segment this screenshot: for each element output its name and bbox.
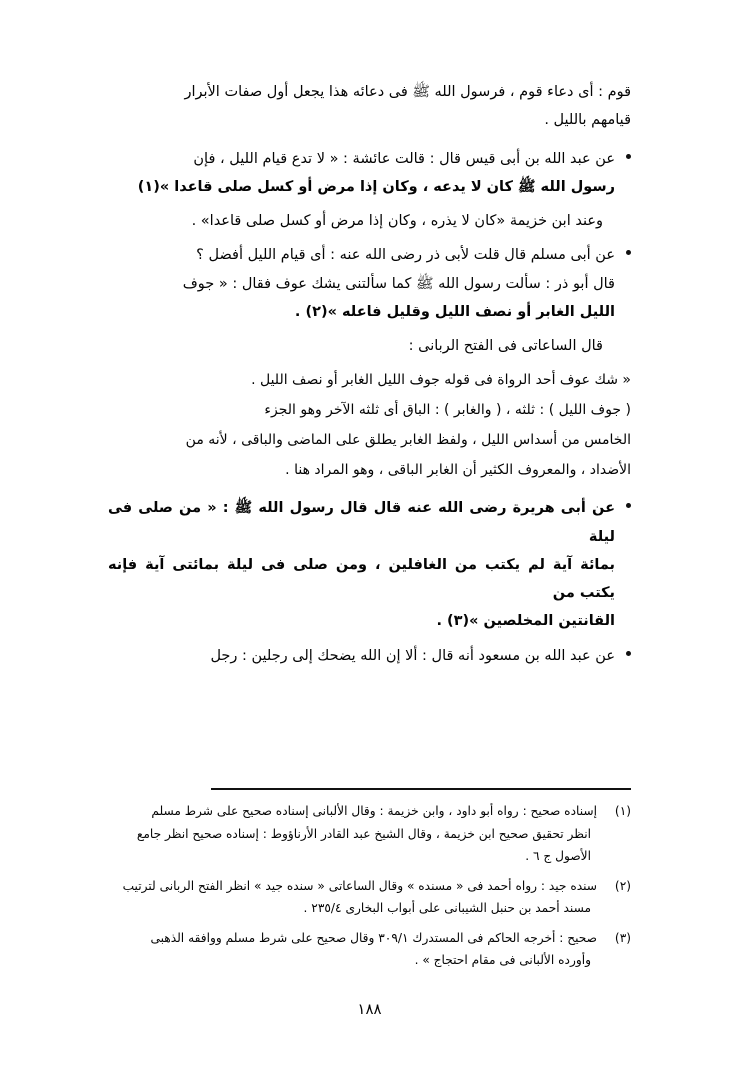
footnote-1 [108,800,631,868]
paragraph-6-line-3-text: القانتين المخلصين »(٣) . [436,613,615,630]
footnote-2-text [108,875,597,920]
paragraph-4-line-3 [108,298,615,326]
bullet-icon [626,154,631,159]
footnote-2-number: (٢) [614,878,631,893]
paragraph-4-line-3-text: الليل الغابر أو نصف الليل وقليل فاعله »(٢) . [294,303,615,320]
footnote-2 [108,875,631,920]
paragraph-2 [108,145,631,202]
paragraph-5-line-1-text: قال الساعاتى فى الفتح الربانى : [408,338,603,355]
paragraph-4-line-1-text: عن أبى مسلم قال قلت لأبى ذر رضى الله عنه : أى قيام الليل أفضل ؟ [196,247,615,264]
paragraph-5-line-1 [108,332,603,360]
footnote-1-line-3: الأصول ج ٦ . [525,849,591,864]
paragraph-2-line-2-text: رسول الله ﷺ كان لا يدعه ، وكان إذا مرض أو كسل صلى قاعدا »(١) [137,178,615,195]
footnote-3 [108,927,631,972]
paragraph-1 [108,78,631,135]
quote-line-4-text: الأضداد ، والمعروف الكثير أن الغابر الباقى ، وهو المراد هنا . [285,462,631,479]
footnote-1-text [108,800,597,868]
footnote-separator-rule [211,788,631,790]
paragraph-2-line-1-text: عن عبد الله بن أبى قيس قال : قالت عائشة : « لا تدع قيام الليل ، فإن [193,150,615,167]
page-number: ١٨٨ [357,1000,382,1018]
footnote-2-line-1: سنده جيد : رواه أحمد فى « مسنده » وقال الساعاتى « سنده جيد » انظر الفتح الربانى لترتيب [122,878,597,893]
paragraph-2-line-1 [108,145,615,173]
quote-line-4 [108,456,631,484]
paragraph-6-line-1 [108,494,615,551]
quote-block-saati [108,366,631,484]
paragraph-3 [108,207,631,235]
footnotes-section [108,788,631,979]
paragraph-4-line-2 [108,270,615,298]
paragraph-7 [108,642,631,670]
quote-line-3-text: الخامس من أسداس الليل ، ولفظ الغابر يطلق على الماضى والباقى ، لأنه من [185,432,631,449]
footnote-2-line-2: مسند أحمد بن حنبل الشيبانى على أبواب البخارى ٢٣٥/٤ . [303,901,591,916]
bullet-icon [626,651,631,656]
paragraph-6 [108,494,631,635]
footnote-1-line-2: انظر تحقيق صحيح ابن خزيمة ، وقال الشيخ عبد القادر الأرناؤوط : إسناده صحيح انظر جامع [136,826,591,841]
paragraph-1-line-2-text: قيامهم بالليل . [544,112,631,129]
bullet-icon [626,250,631,255]
footnote-1-number: (١) [614,804,631,818]
paragraph-5 [108,332,631,360]
footnote-3-number: (٣) [614,930,631,945]
paragraph-1-line-1 [108,78,631,106]
paragraph-1-line-2 [108,106,631,134]
quote-line-3 [108,426,631,454]
paragraph-4-line-1 [108,241,615,269]
paragraph-3-line-1 [108,207,603,235]
paragraph-6-line-3 [108,607,615,635]
footnote-1-line-1: إسناده صحيح : رواه أبو داود ، وابن خزيمة : وقال الألبانى إسناده صحيح على شرط مسلم [151,804,597,818]
quote-line-1-text: « شك عوف أحد الرواة فى قوله جوف الليل الغابر أو نصف الليل . [251,372,631,389]
quote-line-1 [108,366,631,394]
paragraph-4-line-2-text: قال أبو ذر : سألت رسول الله ﷺ كما سألتنى يشك عوف فقال : « جوف [182,275,615,292]
footnote-3-line-1: صحيح : أخرجه الحاكم فى المستدرك ٣٠٩/١ وقال صحيح على شرط مسلم ووافقه الذهبى [150,930,597,945]
paragraph-1-line-1-text: قوم : أى دعاء قوم ، فرسول الله ﷺ فى دعائه هذا يجعل أول صفات الأبرار [184,84,631,100]
paragraph-7-line-1 [108,642,615,670]
paragraph-6-line-2 [108,551,615,608]
quote-line-2 [108,396,631,424]
footnote-3-line-2: وأورده الألبانى فى مقام احتجاج » . [414,953,591,968]
paragraph-6-line-1-text: عن أبى هريرة رضى الله عنه قال قال رسول الله ﷺ : « من صلى فى ليلة [108,500,615,545]
paragraph-3-line-1-text: وعند ابن خزيمة «كان لا يذره ، وكان إذا مرض أو كسل صلى قاعدا» . [191,213,603,230]
paragraph-6-line-2-text: بمائة آية لم يكتب من الغافلين ، ومن صلى فى ليلة بمائتى آية فإنه يكتب من [108,556,615,602]
body-text-column [108,78,631,670]
footnote-3-text [108,927,597,972]
quote-line-2-text: ( جوف الليل ) : ثلثه ، ( والغابر ) : الباق أى ثلثه الآخر وهو الجزء [264,402,631,419]
paragraph-2-line-2 [108,173,615,201]
paragraph-4 [108,241,631,326]
bullet-icon [626,503,631,508]
paragraph-7-line-1-text: عن عبد الله بن مسعود أنه قال : ألا إن الله يضحك إلى رجلين : رجل [210,647,615,664]
